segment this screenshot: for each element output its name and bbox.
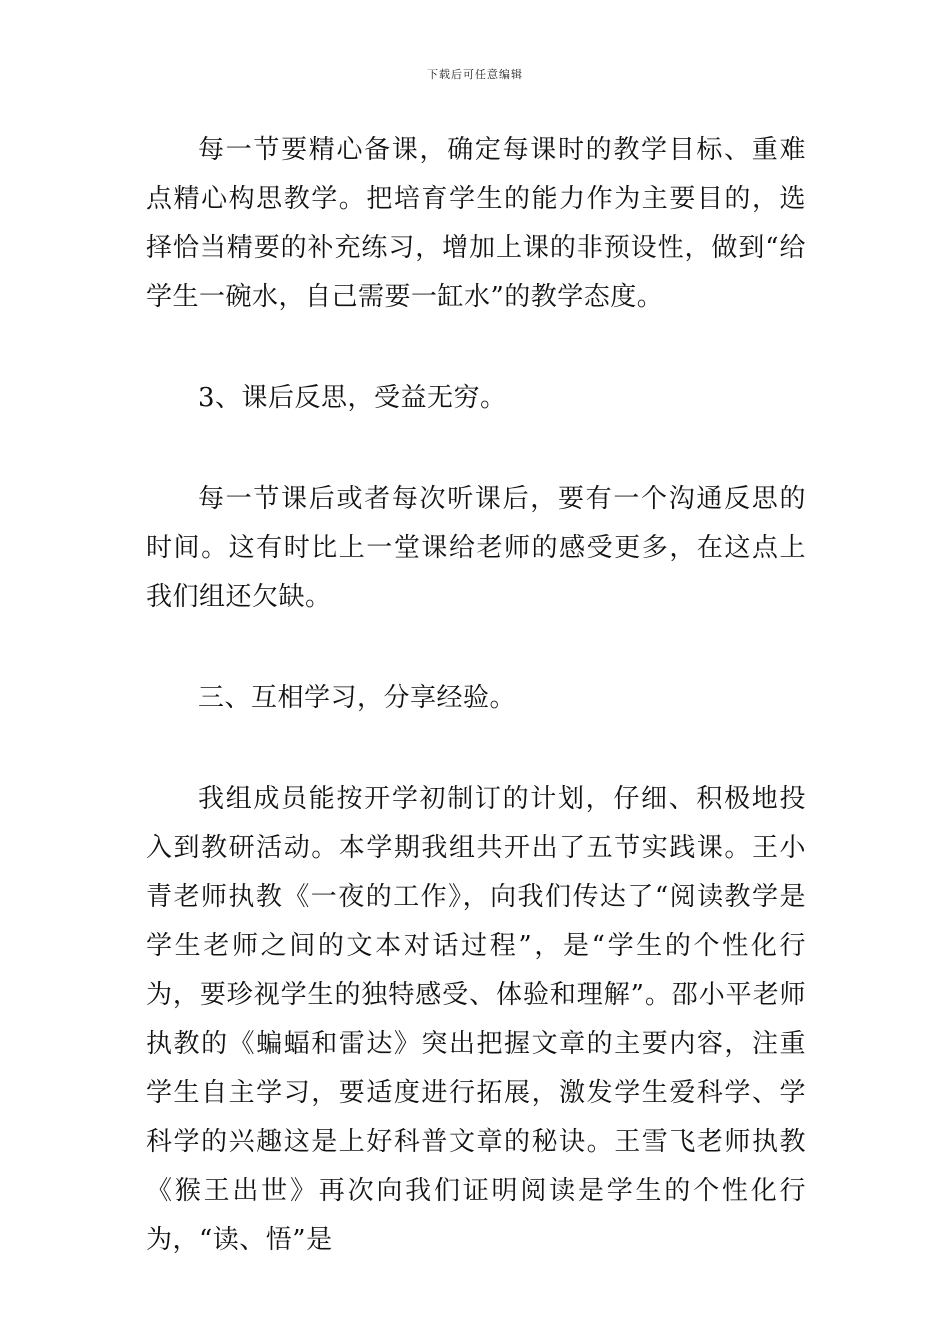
heading-mutual-learning: 三、互相学习，分享经验。 (198, 683, 517, 713)
heading-after-class-reflection: 3、课后反思，受益无穷。 (198, 383, 507, 413)
paragraph-lesson-preparation: 每一节要精心备课，确定每课时的教学目标、重难点精心构思教学。把培育学生的能力作为主要目的，选择恰当精要的补充练习，增加上课的非预设性，做到“给学生一碗水，自己需要一缸水”的教学态度。 (146, 135, 806, 312)
paragraph-spacer (146, 622, 806, 674)
document-body (146, 126, 806, 1265)
paragraph-mutual-learning: 我组成员能按开学初制订的计划，仔细、积极地投入到教研活动。本学期我组共开出了五节实践课。王小青老师执教《一夜的工作》，向我们传达了“阅读教学是学生老师之间的文本对话过程”，是“学生的个性化行为，要珍视学生的独特感受、体验和理解”。邵小平老师执教的《蝙蝠和雷达》突出把握文章的主要内容，注重学生自主学习，要适度进行拓展，激发学生爱科学、学科学的兴趣这是上好科普文章的秘诀。王雪飞老师执教《猴王出世》再次向我们证明阅读是学生的个性化行为，“读、悟”是 (146, 784, 806, 1255)
paragraph-reflection: 每一节课后或者每次听课后，要有一个沟通反思的时间。这有时比上一堂课给老师的感受更多，在这点上我们组还欠缺。 (146, 484, 806, 612)
paragraph-spacer (146, 423, 806, 475)
paragraph-spacer (146, 723, 806, 775)
page-header-note: 下载后可任意编辑 (427, 68, 523, 81)
paragraph-spacer (146, 322, 806, 374)
